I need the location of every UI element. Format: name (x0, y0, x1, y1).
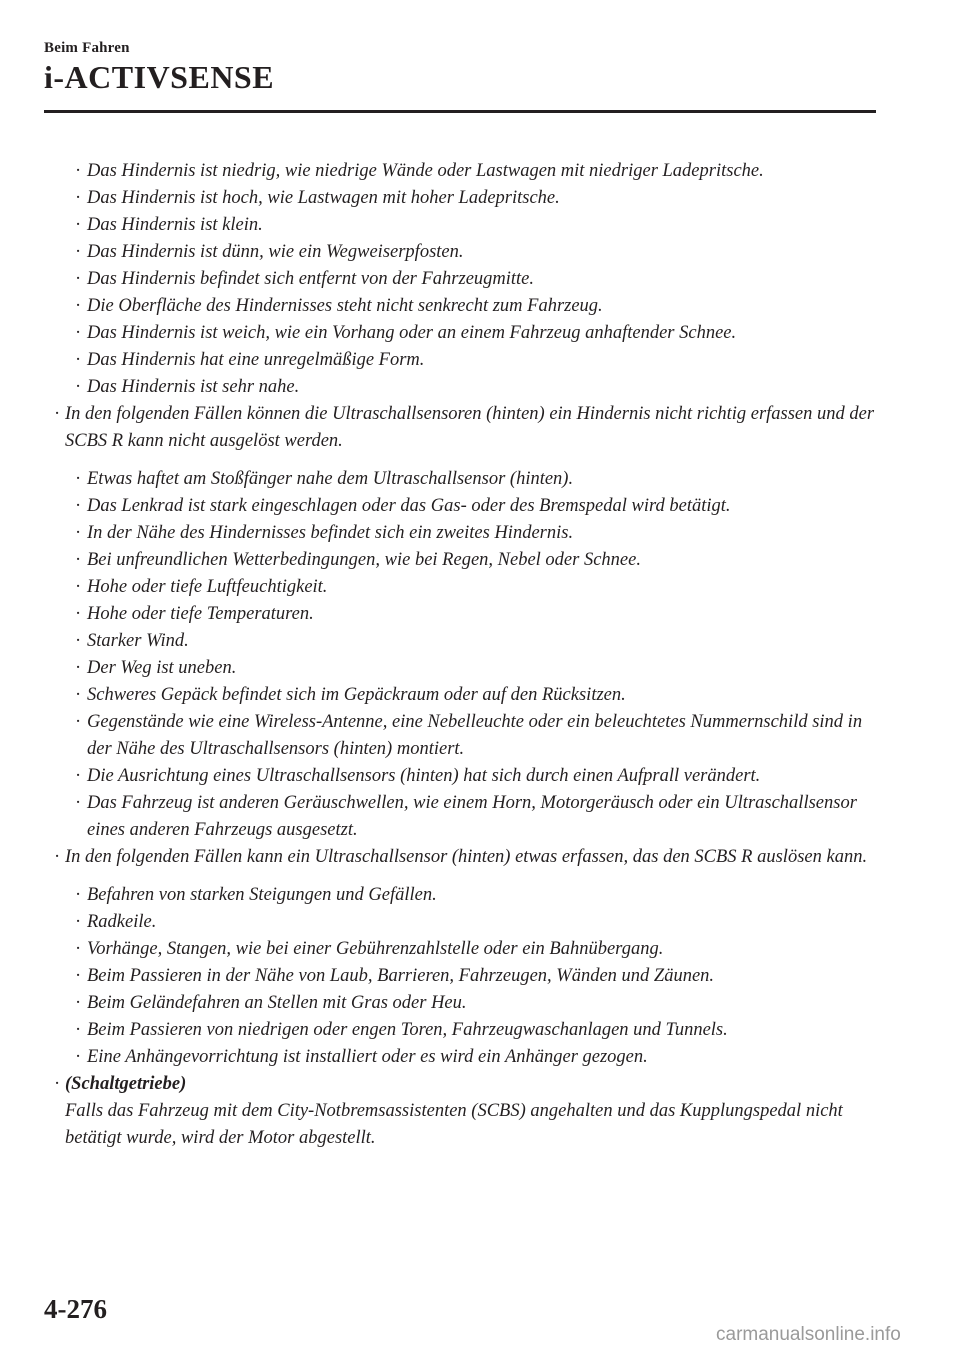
page-content (44, 158, 884, 1152)
bullet-icon: · (75, 793, 82, 813)
list-item: · Das Hindernis ist hoch, wie Lastwagen mit hoher Ladepritsche. (44, 185, 884, 212)
bullet-icon: · (75, 658, 82, 678)
bullet-icon: · (75, 631, 82, 651)
manual-transmission-text: Falls das Fahrzeug mit dem City-Notbremsassistenten (SCBS) angehalten und das Kupplungspedal nicht betätigt wurde, wird der Motor abgestellt. (65, 1101, 843, 1148)
bullet-icon: · (75, 1020, 82, 1040)
bullet-icon: · (75, 685, 82, 705)
bullet-icon: · (75, 215, 82, 235)
section-label: Beim Fahren (44, 40, 130, 56)
list-item: · Gegenstände wie eine Wireless-Antenne, eine Nebelleuchte oder ein beleuchtetes Nummernschild sind in der Nähe des Ultraschallsensors (hinten) montiert. (44, 709, 884, 763)
list-item: · Starker Wind. (44, 628, 884, 655)
bullet-icon: · (75, 550, 82, 570)
list-item: · Beim Geländefahren an Stellen mit Gras oder Heu. (44, 990, 884, 1017)
false-trigger-list (44, 882, 884, 1071)
bullet-icon: · (75, 577, 82, 597)
list-item: · Beim Passieren von niedrigen oder engen Toren, Fahrzeugwaschanlagen und Tunnels. (44, 1017, 884, 1044)
list-item: · Das Hindernis ist sehr nahe. (44, 374, 884, 401)
list-item: · Etwas haftet am Stoßfänger nahe dem Ultraschallsensor (hinten). (44, 466, 884, 493)
paragraph-ultrasonic-not-detect: · In den folgenden Fällen können die Ultraschallsensoren (hinten) ein Hindernis nicht richtig erfassen und der SCBS R kann nicht ausgelöst werden. (44, 401, 884, 455)
list-item: · Eine Anhängevorrichtung ist installiert oder es wird ein Anhänger gezogen. (44, 1044, 884, 1071)
list-item: · Vorhänge, Stangen, wie bei einer Gebührenzahlstelle oder ein Bahnübergang. (44, 936, 884, 963)
bullet-icon: · (75, 912, 82, 932)
list-item: · Radkeile. (44, 909, 884, 936)
list-item: · Das Hindernis ist klein. (44, 212, 884, 239)
bullet-icon: · (54, 1074, 61, 1094)
list-item: · Das Hindernis ist dünn, wie ein Wegweiserpfosten. (44, 239, 884, 266)
bullet-icon: · (75, 350, 82, 370)
manual-transmission-heading: (Schaltgetriebe) (65, 1074, 187, 1094)
bullet-icon: · (75, 966, 82, 986)
bullet-icon: · (75, 161, 82, 181)
bullet-icon: · (75, 496, 82, 516)
bullet-icon: · (75, 469, 82, 489)
obstacle-list (44, 158, 884, 401)
list-item: · Das Fahrzeug ist anderen Geräuschwellen, wie einem Horn, Motorgeräusch oder ein Ultraschallsensor eines anderen Fahrzeugs ausgesetzt. (44, 790, 884, 844)
section-title: i-ACTIVSENSE (44, 59, 275, 95)
page-number: 4-276 (44, 1294, 107, 1324)
list-item: · Befahren von starken Steigungen und Gefällen. (44, 882, 884, 909)
bullet-icon: · (75, 269, 82, 289)
list-item: · Beim Passieren in der Nähe von Laub, Barrieren, Fahrzeugen, Wänden und Zäunen. (44, 963, 884, 990)
bullet-icon: · (75, 604, 82, 624)
list-item: · Das Lenkrad ist stark eingeschlagen oder das Gas- oder des Bremspedal wird betätigt. (44, 493, 884, 520)
bullet-icon: · (75, 323, 82, 343)
bullet-icon: · (75, 523, 82, 543)
watermark: carmanualsonline.info (716, 1324, 901, 1345)
list-item: · Der Weg ist uneben. (44, 655, 884, 682)
list-item: · Das Hindernis hat eine unregelmäßige Form. (44, 347, 884, 374)
bullet-icon: · (75, 712, 82, 732)
list-item: · In der Nähe des Hindernisses befindet sich ein zweites Hindernis. (44, 520, 884, 547)
list-item: · Bei unfreundlichen Wetterbedingungen, wie bei Regen, Nebel oder Schnee. (44, 547, 884, 574)
header-rule (44, 110, 876, 113)
bullet-icon: · (75, 188, 82, 208)
detection-failure-list (44, 466, 884, 844)
bullet-icon: · (75, 993, 82, 1013)
bullet-icon: · (75, 766, 82, 786)
bullet-icon: · (75, 242, 82, 262)
list-item: · Das Hindernis ist weich, wie ein Vorhang oder an einem Fahrzeug anhaftender Schnee. (44, 320, 884, 347)
bullet-icon: · (75, 1047, 82, 1067)
bullet-icon: · (75, 296, 82, 316)
list-item: · Hohe oder tiefe Luftfeuchtigkeit. (44, 574, 884, 601)
list-item: · Schweres Gepäck befindet sich im Gepäckraum oder auf den Rücksitzen. (44, 682, 884, 709)
list-item: · Die Oberfläche des Hindernisses steht nicht senkrecht zum Fahrzeug. (44, 293, 884, 320)
list-item: · Das Hindernis befindet sich entfernt von der Fahrzeugmitte. (44, 266, 884, 293)
bullet-icon: · (75, 885, 82, 905)
paragraph-manual-transmission (44, 1071, 884, 1152)
list-item: · Das Hindernis ist niedrig, wie niedrige Wände oder Lastwagen mit niedriger Ladepritsche. (44, 158, 884, 185)
bullet-icon: · (75, 939, 82, 959)
bullet-icon: · (75, 377, 82, 397)
list-item: · Die Ausrichtung eines Ultraschallsensors (hinten) hat sich durch einen Aufprall verändert. (44, 763, 884, 790)
bullet-icon: · (54, 404, 61, 424)
paragraph-ultrasonic-false-detect: · In den folgenden Fällen kann ein Ultraschallsensor (hinten) etwas erfassen, das den SCBS R auslösen kann. (44, 844, 884, 871)
list-item: · Hohe oder tiefe Temperaturen. (44, 601, 884, 628)
bullet-icon: · (54, 847, 61, 867)
page-header (44, 40, 274, 96)
